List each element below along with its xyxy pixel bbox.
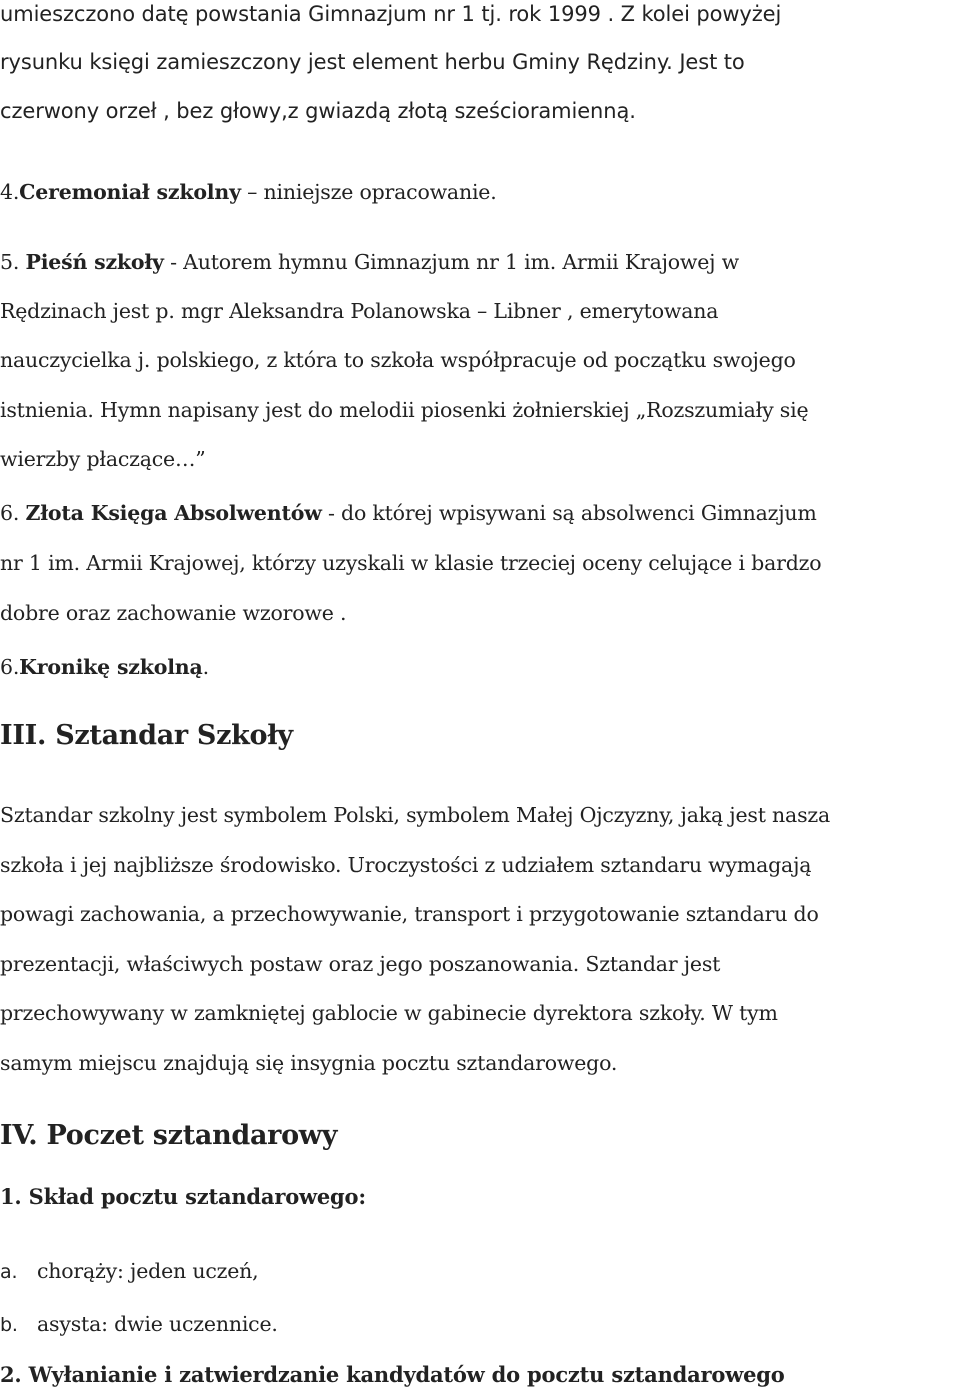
list-marker: a. <box>0 1261 18 1283</box>
list-item-text: chorąży: jeden uczeń, <box>37 1259 259 1283</box>
paragraph-line: samym miejscu znajdują się insygnia pocztu sztandarowego. <box>0 1051 618 1075</box>
section-heading-banner: III. Sztandar Szkoły <box>0 720 293 751</box>
list-marker: b. <box>0 1314 18 1336</box>
text-line: nr 1 im. Armii Krajowej, którzy uzyskali w klasie trzeciej oceny celujące i bardzo <box>0 551 822 575</box>
item-number: 5. <box>0 250 26 274</box>
list-item-chronicle <box>0 655 209 679</box>
list-item <box>0 1259 258 1283</box>
item-title: Ceremoniał szkolny <box>19 180 241 204</box>
text-line: nauczycielka j. polskiego, z która to szkoła współpracuje od początku swojego <box>0 348 796 372</box>
item-number: 4. <box>0 180 20 204</box>
list-item-text: asysta: dwie uczennice. <box>37 1312 278 1336</box>
item-title: Złota Księga Absolwentów <box>25 501 322 525</box>
item-number: 6. <box>0 655 20 679</box>
item-title: Kronikę szkolną <box>19 655 203 679</box>
subheading-selection: 2. Wyłanianie i zatwierdzanie kandydatów do pocztu sztandarowego <box>0 1362 785 1387</box>
text-line: umieszczono datę powstania Gimnazjum nr 1 tj. rok 1999 . Z kolei powyżej <box>0 2 782 26</box>
text-line: rysunku księgi zamieszczony jest element herbu Gminy Rędziny. Jest to <box>0 50 745 74</box>
text-line: dobre oraz zachowanie wzorowe . <box>0 601 347 625</box>
subheading-composition: 1. Skład pocztu sztandarowego: <box>0 1184 366 1209</box>
item-text: . <box>202 655 209 679</box>
list-item-golden-book <box>0 501 817 525</box>
item-text: - Autorem hymnu Gimnazjum nr 1 im. Armii Krajowej w <box>163 250 739 274</box>
paragraph-line: powagi zachowania, a przechowywanie, transport i przygotowanie sztandaru do <box>0 902 819 926</box>
paragraph-line: prezentacji, właściwych postaw oraz jego poszanowania. Sztandar jest <box>0 952 721 976</box>
text-line: Rędzinach jest p. mgr Aleksandra Polanowska – Libner , emerytowana <box>0 299 719 323</box>
section-heading-poczet: IV. Poczet sztandarowy <box>0 1120 338 1151</box>
text-line: wierzby płaczące…” <box>0 447 206 471</box>
paragraph-line: Sztandar szkolny jest symbolem Polski, symbolem Małej Ojczyzny, jaką jest nasza <box>0 803 831 827</box>
text-line: istnienia. Hymn napisany jest do melodii piosenki żołnierskiej „Rozszumiały się <box>0 398 809 422</box>
item-text: – niniejsze opracowanie. <box>240 180 497 204</box>
paragraph-line: szkoła i jej najbliższe środowisko. Uroczystości z udziałem sztandaru wymagają <box>0 853 812 877</box>
item-number: 6. <box>0 501 26 525</box>
text-line: czerwony orzeł , bez głowy,z gwiazdą złotą sześcioramienną. <box>0 99 636 123</box>
list-item-anthem <box>0 250 739 274</box>
item-title: Pieśń szkoły <box>25 250 164 274</box>
paragraph-line: przechowywany w zamkniętej gablocie w gabinecie dyrektora szkoły. W tym <box>0 1001 778 1025</box>
list-item <box>0 1312 278 1336</box>
item-text: - do której wpisywani są absolwenci Gimnazjum <box>321 501 817 525</box>
list-item-ceremonial <box>0 180 497 204</box>
